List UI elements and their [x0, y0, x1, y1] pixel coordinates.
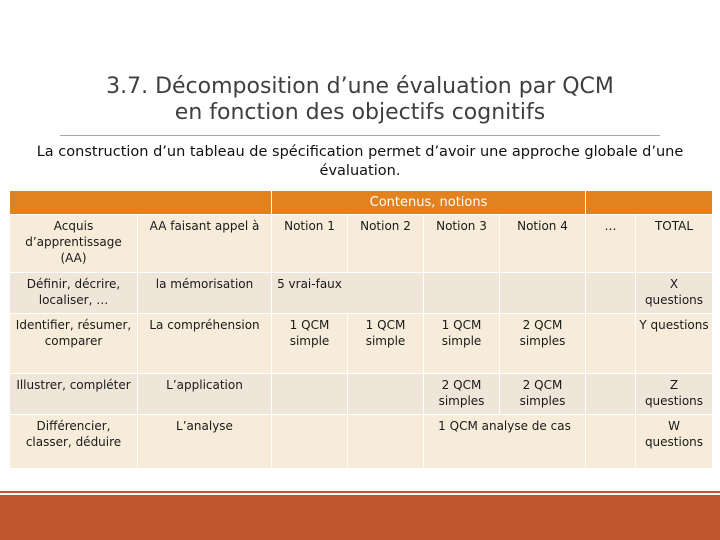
column-header: TOTAL — [636, 215, 713, 273]
table-cell-appel: la mémorisation — [138, 272, 272, 313]
table-cell — [272, 373, 348, 414]
table-cell-notion-3: 1 QCM simple — [424, 314, 500, 374]
footer-bar — [0, 495, 720, 540]
table-cell-total: X questions — [636, 272, 713, 313]
column-header: … — [586, 215, 636, 273]
table-cell-notion-1: 1 QCM simple — [272, 314, 348, 374]
table-cell — [272, 415, 348, 469]
header-contenus: Contenus, notions — [272, 191, 586, 215]
column-header: Acquis d’apprentissage (AA) — [10, 215, 138, 273]
table-column-headers — [10, 215, 713, 273]
table-cell-total: Y questions — [636, 314, 713, 374]
table-cell-appel: L’analyse — [138, 415, 272, 469]
column-header: Notion 1 — [272, 215, 348, 273]
column-header: AA faisant appel à — [138, 215, 272, 273]
table-cell-appel: La compréhension — [138, 314, 272, 374]
slide-title-line2: en fonction des objectifs cognitifs — [174, 100, 546, 125]
table-cell — [586, 272, 636, 313]
column-header: Notion 2 — [348, 215, 424, 273]
slide-title-line1: 3.7. Décomposition d’une évaluation par QCM — [106, 74, 614, 99]
table-cell-appel: L’application — [138, 373, 272, 414]
table-cell — [348, 373, 424, 414]
table-cell-total: W questions — [636, 415, 713, 469]
table-cell-notion-3: 2 QCM simples — [424, 373, 500, 414]
table-cell-notions: 5 vrai-faux — [272, 272, 348, 313]
table-header-row — [10, 191, 713, 215]
table-cell — [500, 272, 586, 313]
header-empty-cell — [586, 191, 713, 215]
table-cell — [348, 272, 424, 313]
footer-line — [0, 491, 720, 493]
slide-subtitle: La construction d’un tableau de spécification permet d’avoir une approche globale d’une évaluation. — [36, 144, 684, 179]
table-cell — [586, 415, 636, 469]
table-cell-notion-4: 2 QCM simples — [500, 373, 586, 414]
table-cell-total: Z questions — [636, 373, 713, 414]
table-cell-acquis: Identifier, résumer, comparer — [10, 314, 138, 374]
table-cell-acquis: Définir, décrire, localiser, … — [10, 272, 138, 313]
table-cell-acquis: Illustrer, compléter — [10, 373, 138, 414]
title-divider — [60, 135, 660, 136]
table-cell-acquis: Différencier, classer, déduire — [10, 415, 138, 469]
table-row — [10, 314, 713, 374]
table-row — [10, 415, 713, 469]
column-header: Notion 4 — [500, 215, 586, 273]
column-header: Notion 3 — [424, 215, 500, 273]
slide-title — [60, 74, 660, 126]
table-cell-notion-4: 2 QCM simples — [500, 314, 586, 374]
table-cell — [348, 415, 424, 469]
table-row — [10, 272, 713, 313]
table-cell — [586, 314, 636, 374]
table-cell-notion-2: 1 QCM simple — [348, 314, 424, 374]
table-cell-notion-3-4: 1 QCM analyse de cas — [424, 415, 586, 469]
header-empty-cell — [10, 191, 272, 215]
table-cell — [424, 272, 500, 313]
specification-table — [9, 190, 713, 469]
table-row — [10, 373, 713, 414]
table-cell — [586, 373, 636, 414]
